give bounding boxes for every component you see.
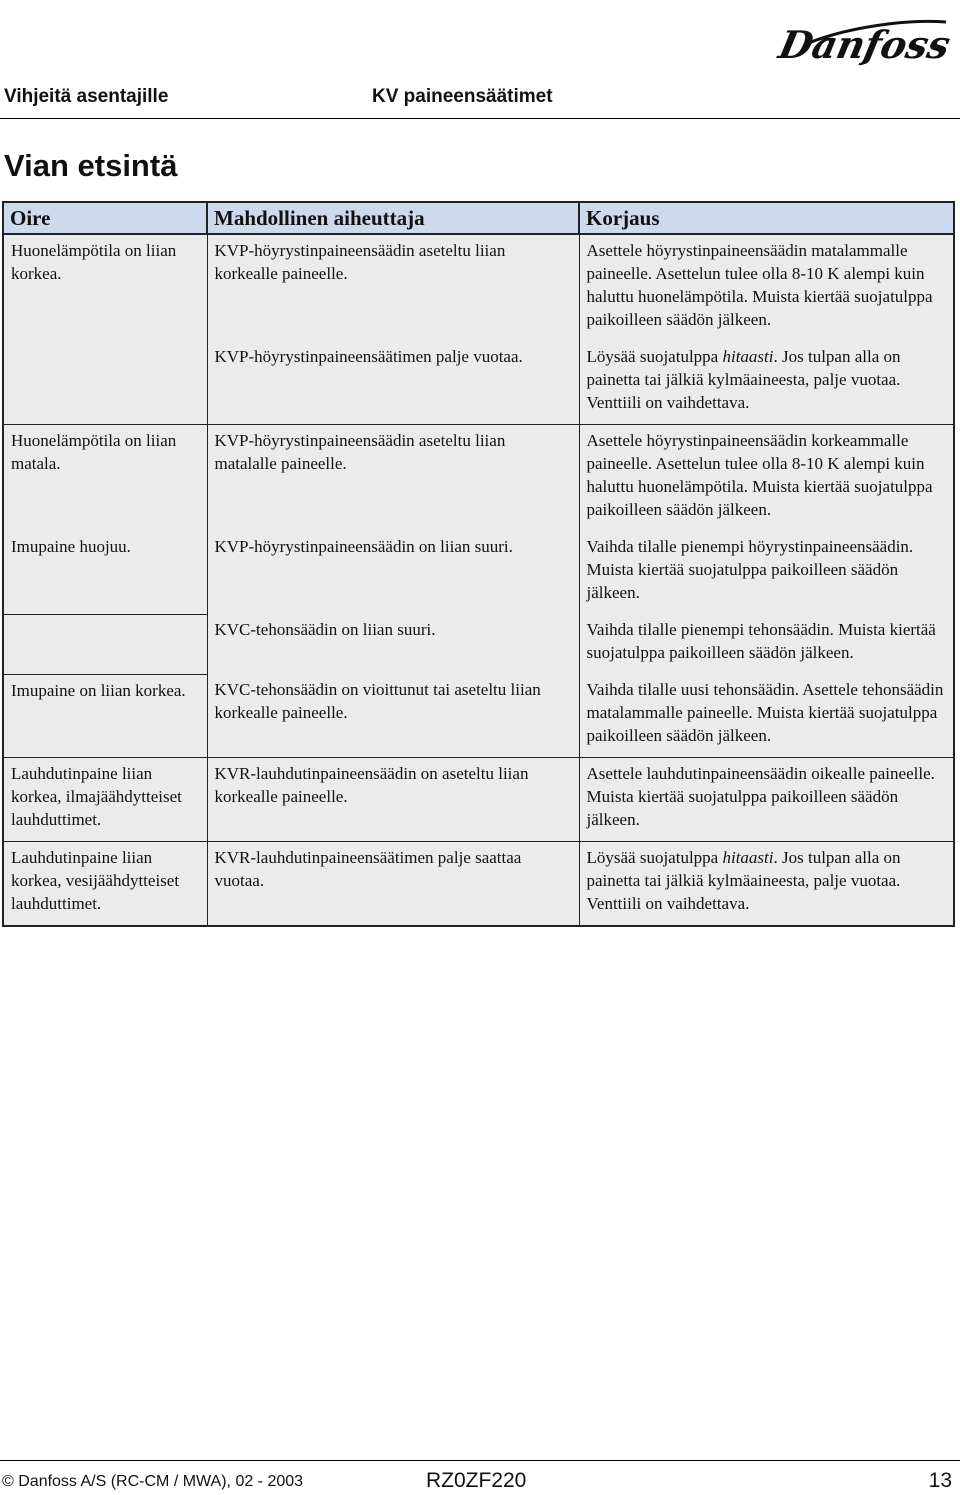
symptom-cell: Lauhdutinpaine liian korkea, vesijäähdytteiset lauhduttimet. [3,842,207,927]
symptom-cell: Huonelämpötila on liian matala. [3,425,207,532]
fix-text: Löysää suojatulppa [586,347,723,366]
symptom-cell: Lauhdutinpaine liian korkea, ilmajäähdytteiset lauhduttimet. [3,758,207,842]
logo-text: Danfoss [774,23,954,68]
table-row [3,425,954,532]
table-row [3,674,954,758]
cause-cell: KVC-tehonsäädin on liian suuri. [207,614,579,674]
fix-cell: Vaihda tilalle uusi tehonsäädin. Asettele tehonsäädin matalammalle paineelle. Muista kiertää suojatulppa paikoilleen säädön jälkeen. [579,674,954,758]
column-header-fix: Korjaus [579,202,954,234]
symptom-cell: Imupaine huojuu. [3,531,207,614]
column-header-symptom: Oire [3,202,207,234]
danfoss-logo [774,10,954,77]
fix-cell: Asettele höyrystinpaineensäädin matalammalle paineelle. Asettelun tulee olla 8-10 K alempi kuin haluttu huonelämpötila. Muista kiertää suojatulppa paikoilleen säädön jälkeen. [579,234,954,341]
page-number: 13 [928,1469,952,1492]
symptom-cell: Huonelämpötila on liian korkea. [3,234,207,341]
header-divider [0,118,960,119]
table-row [3,531,954,614]
symptom-cell: Imupaine on liian korkea. [3,674,207,758]
header-document-title: KV paineensäätimet [372,86,553,107]
footer-document-code: RZ0ZF220 [426,1469,527,1492]
column-header-cause: Mahdollinen aiheuttaja [207,202,579,234]
cause-cell: KVP-höyrystinpaineensäätimen palje vuotaa. [207,341,579,425]
table-row [3,842,954,927]
troubleshooting-table [2,201,955,927]
cause-cell: KVR-lauhdutinpaineensäädin on aseteltu liian korkealle paineelle. [207,758,579,842]
table-row [3,614,954,674]
page-title: Vian etsintä [4,148,178,183]
symptom-cell [3,341,207,425]
fix-cell [579,842,954,927]
table-row [3,341,954,425]
table-row [3,758,954,842]
fix-cell: Vaihda tilalle pienempi höyrystinpaineensäädin. Muista kiertää suojatulppa paikoilleen säädön jälkeen. [579,531,954,614]
cause-cell: KVC-tehonsäädin on vioittunut tai aseteltu liian korkealle paineelle. [207,674,579,758]
fix-text: . Jos tulpan alla on painetta tai jälkiä kylmäaineesta, palje vuotaa. Venttiili on vaihdettava. [586,347,901,412]
header-section-label: Vihjeitä asentajille [4,86,169,107]
cause-cell: KVP-höyrystinpaineensäädin on liian suuri. [207,531,579,614]
cause-cell: KVP-höyrystinpaineensäädin aseteltu liian korkealle paineelle. [207,234,579,341]
fix-cell: Vaihda tilalle pienempi tehonsäädin. Muista kiertää suojatulppa paikoilleen säädön jälkeen. [579,614,954,674]
symptom-cell [3,614,207,674]
cause-cell: KVP-höyrystinpaineensäädin aseteltu liian matalalle paineelle. [207,425,579,532]
fix-cell [579,341,954,425]
fix-cell: Asettele höyrystinpaineensäädin korkeammalle paineelle. Asettelun tulee olla 8-10 K alempi kuin haluttu huonelämpötila. Muista kiertää suojatulppa paikoilleen säädön jälkeen. [579,425,954,532]
fix-emphasis: hitaasti [722,848,774,867]
footer-copyright: © Danfoss A/S (RC-CM / MWA), 02 - 2003 [2,1473,304,1490]
fix-text: . Jos tulpan alla on painetta tai jälkiä kylmäaineesta, palje vuotaa. Venttiili on vaihdettava. [586,848,901,913]
table-row [3,234,954,341]
cause-cell: KVR-lauhdutinpaineensäätimen palje saattaa vuotaa. [207,842,579,927]
fix-text: Löysää suojatulppa [586,848,723,867]
fix-emphasis: hitaasti [722,347,774,366]
fix-cell: Asettele lauhdutinpaineensäädin oikealle paineelle. Muista kiertää suojatulppa paikoilleen säädön jälkeen. [579,758,954,842]
footer-divider [0,1460,960,1461]
table-header-row [3,202,954,234]
